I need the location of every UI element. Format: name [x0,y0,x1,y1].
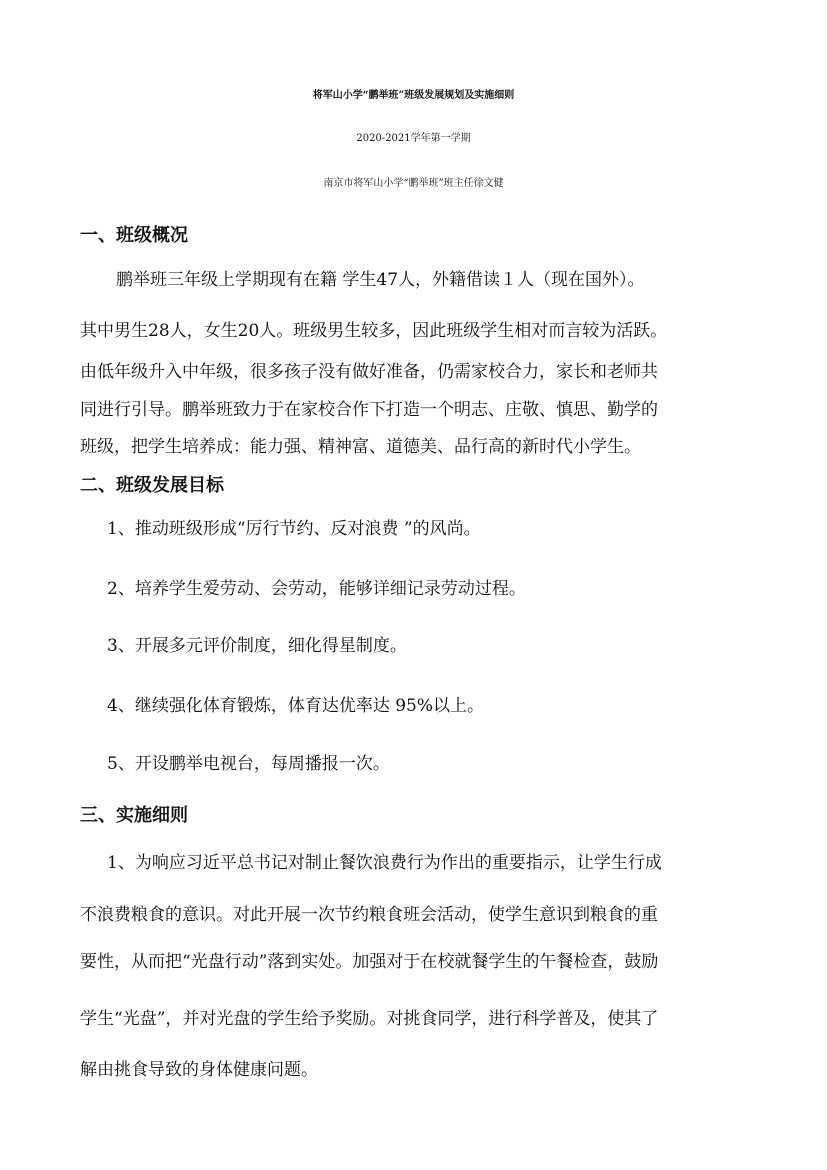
paragraph-line: 不浪费粮食的意识。对此开展一次节约粮食班会活动，使学生意识到粮食的重 [80,905,658,925]
document-author: 南京市将军山小学“鹏举班”班主任徐文健 [323,178,504,189]
goal-item: 1、推动班级形成“厉行节约、反对浪费 ”的风尚。 [107,519,481,539]
section-heading-implementation: 三、实施细则 [80,805,188,826]
paragraph-line: 班级，把学生培养成：能力强、精神富、道德美、品行高的新时代小学生。 [80,437,641,457]
paragraph-line: 由低年级升入中年级，很多孩子没有做好准备，仍需家校合力，家长和老师共 [80,362,658,382]
goal-item: 5、开设鹏举电视台，每周播报一次。 [107,754,390,774]
goal-item: 4、继续强化体育锻炼，体育达优率达 95%以上。 [107,696,485,716]
paragraph-line: 学生“光盘”，并对光盘的学生给予奖励。对挑食同学，进行科学普及，使其了 [80,1009,659,1029]
paragraph-line: 其中男生28人，女生20人。班级男生较多，因此班级学生相对而言较为活跃。 [80,321,668,341]
document-term: 2020-2021学年第一学期 [356,133,471,144]
paragraph-line: 同进行引导。鹏举班致力于在家校合作下打造一个明志、庄敬、慎思、勤学的 [80,400,658,420]
document-title: 将军山小学“鹏举班”班级发展规划及实施细则 [312,90,515,101]
paragraph-line: 要性，从而把“光盘行动”落到实处。加强对于在校就餐学生的午餐检查，鼓励 [80,952,659,972]
section-heading-goals: 二、班级发展目标 [80,475,224,496]
paragraph-line: 1、为响应习近平总书记对制止餐饮浪费行为作出的重要指示，让学生行成 [107,853,662,873]
goal-item: 3、开展多元评价制度，细化得星制度。 [107,636,407,656]
paragraph-line: 鹏举班三年级上学期现有在籍 学生47人，外籍借读１人（现在国外）。 [116,270,645,290]
paragraph-line: 解由挑食导致的身体健康问题。 [80,1060,318,1080]
goal-item: 2、培养学生爱劳动、会劳动，能够详细记录劳动过程。 [107,579,526,599]
section-heading-overview: 一、班级概况 [80,225,188,246]
